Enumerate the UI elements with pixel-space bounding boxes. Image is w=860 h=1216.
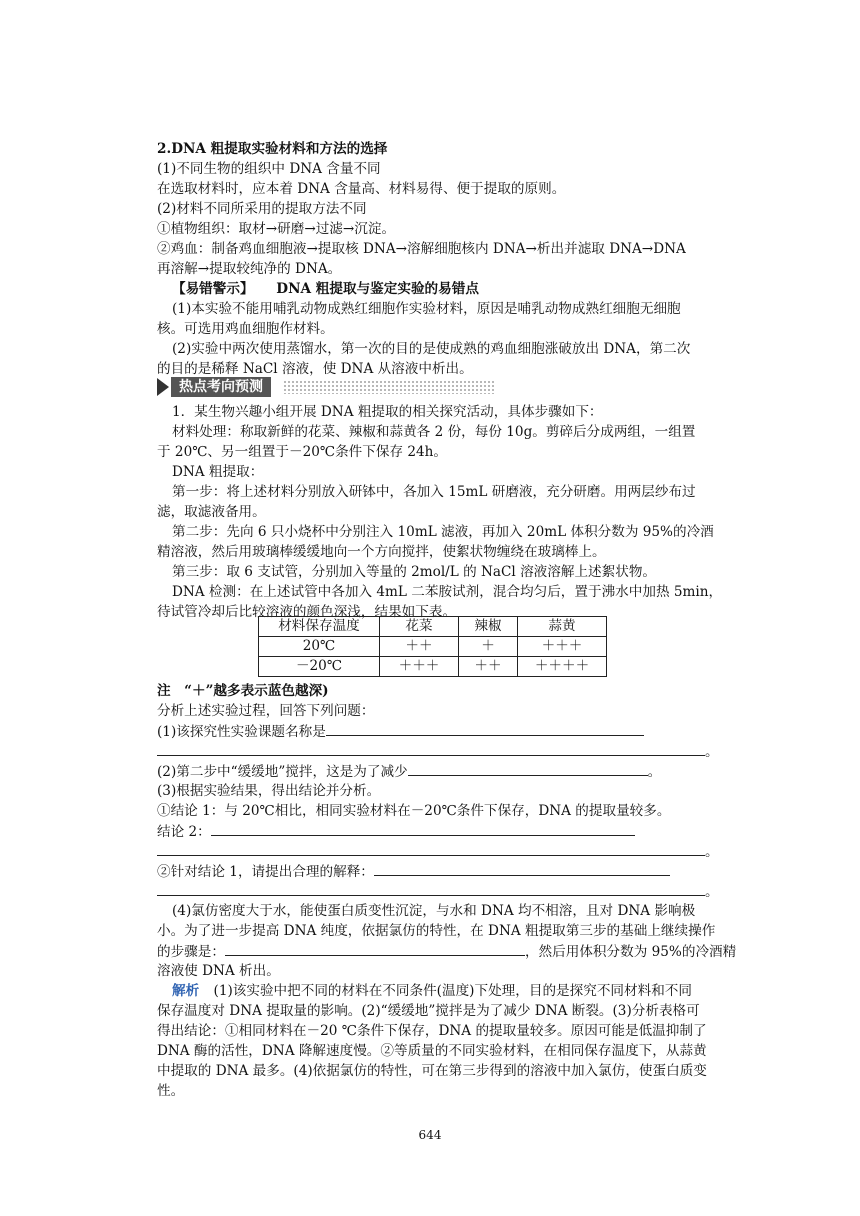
period: 。: [705, 884, 719, 900]
section-title: 2.DNA 粗提取实验材料和方法的选择: [157, 141, 388, 157]
question-3: (3)根据实验结果，得出结论并分析。: [157, 783, 381, 799]
paragraph: 再溶解→提取较纯净的 DNA。: [157, 261, 342, 277]
answer-text: 得出结论：①相同材料在－20 ℃条件下保存，DNA 的提取量较多。原因可能是低温抑制了: [157, 1023, 707, 1039]
explanation-prompt: [157, 861, 670, 882]
paragraph: DNA 检测：在上述试管中各加入 4mL 二苯胺试剂，混合均匀后，置于沸水中加热 5min，: [172, 584, 723, 600]
paragraph: 待试管冷却后比较溶液的颜色深浅，结果如下表。: [157, 604, 457, 620]
paragraph: (2)材料不同所采用的提取方法不同: [157, 201, 367, 217]
table-header-row: [259, 617, 607, 637]
answer-text: 性。: [157, 1083, 185, 1099]
table-cell: ＋＋＋＋: [518, 657, 607, 677]
answer-text: 中提取的 DNA 最多。(4)依据氯仿的特性，可在第三步得到的溶液中加入氯仿，使蛋白质变: [157, 1063, 707, 1079]
paragraph: 核。可选用鸡血细胞作材料。: [157, 321, 334, 337]
answer-blank[interactable]: [408, 761, 648, 776]
answer-first-line: [172, 981, 692, 1001]
answer-blank[interactable]: [211, 821, 635, 836]
period: 。: [705, 744, 719, 760]
question-2: [157, 761, 661, 782]
table-cell: ＋: [459, 637, 518, 657]
conclusion-2: [157, 821, 635, 842]
question-stem: 1．某生物兴趣小组开展 DNA 粗提取的相关探究活动，具体步骤如下：: [172, 404, 603, 420]
period: 。: [705, 844, 719, 860]
dotted-rule: [283, 380, 495, 394]
paragraph: (2)实验中两次使用蒸馏水，第一次的目的是使成熟的鸡血细胞涨破放出 DNA，第二次: [172, 341, 691, 357]
paragraph: 在选取材料时，应本着 DNA 含量高、材料易得、便于提取的原则。: [157, 181, 566, 197]
answer-line: [157, 741, 719, 762]
question-4-step: [157, 941, 736, 962]
conclusion-1: ①结论 1：与 20℃相比，相同实验材料在－20℃条件下保存，DNA 的提取量较多。: [157, 803, 671, 819]
table-header-cell: 材料保存温度: [259, 617, 380, 637]
answer-label: 解析: [172, 983, 200, 999]
table-cell: ＋＋: [380, 637, 459, 657]
paragraph: 第一步：将上述材料分别放入研钵中，各加入 15mL 研磨液，充分研磨。用两层纱布过: [172, 484, 696, 500]
hot-topic-label: 热点考向预测: [171, 377, 271, 397]
answer-text: 保存温度对 DNA 提取量的影响。(2)“缓缓地”搅拌是为了减少 DNA 断裂。(3)分析表格可: [157, 1003, 700, 1019]
table-cell: 20℃: [259, 637, 380, 657]
paragraph: (1)本实验不能用哺乳动物成熟红细胞作实验材料，原因是哺乳动物成熟红细胞无细胞: [172, 301, 681, 317]
question-text: (1)该探究性实验课题名称是: [157, 724, 326, 740]
paragraph: 小。为了进一步提高 DNA 纯度，依据氯仿的特性，在 DNA 粗提取第三步的基础上继续操作: [157, 923, 716, 939]
table-cell: ＋＋: [459, 657, 518, 677]
paragraph: ②鸡血：制备鸡血细胞液→提取核 DNA→溶解细胞核内 DNA→析出并滤取 DNA→DNA: [157, 241, 686, 257]
paragraph: 于 20℃、另一组置于－20℃条件下保存 24h。: [157, 444, 448, 460]
paragraph: ①植物组织：取材→研磨→过滤→沉淀。: [157, 221, 396, 237]
paragraph: 第二步：先向 6 只小烧杯中分别注入 10mL 滤液，再加入 20mL 体积分数为 95%的冷酒: [172, 524, 714, 540]
answer-blank[interactable]: [326, 721, 644, 736]
answer-blank[interactable]: [157, 841, 705, 856]
answer-text: (1)该实验中把不同的材料在不同条件(温度)下处理，目的是探究不同材料和不同: [213, 983, 692, 999]
table-cell: －20℃: [259, 657, 380, 677]
warning-label: 【易错警示】: [172, 281, 254, 297]
answer-blank[interactable]: [157, 741, 705, 756]
paragraph: (1)不同生物的组织中 DNA 含量不同: [157, 161, 381, 177]
question-text: 的步骤是：: [157, 944, 225, 960]
hot-topic-header: [157, 377, 502, 397]
warning-heading: [172, 279, 479, 299]
period: 。: [647, 764, 662, 780]
paragraph: 分析上述实验过程，回答下列问题：: [157, 703, 375, 719]
results-table: [258, 616, 607, 677]
paragraph: 第三步：取 6 支试管，分别加入等量的 2mol/L 的 NaCl 溶液溶解上述絮状物。: [172, 564, 657, 580]
answer-line: [157, 881, 719, 902]
paragraph: DNA 粗提取：: [172, 464, 264, 480]
paragraph: 溶液使 DNA 析出。: [157, 963, 280, 979]
table-cell: ＋＋＋: [518, 637, 607, 657]
table-row: [259, 637, 607, 657]
table-header-cell: 辣椒: [459, 617, 518, 637]
table-header-cell: 花菜: [380, 617, 459, 637]
question-4: (4)氯仿密度大于水，能使蛋白质变性沉淀，与水和 DNA 均不相溶，且对 DNA 影响极: [172, 903, 696, 919]
answer-blank[interactable]: [157, 881, 705, 896]
warning-title: DNA 粗提取与鉴定实验的易错点: [276, 281, 479, 297]
answer-line: [157, 841, 719, 862]
question-1: [157, 721, 644, 742]
question-text: 结论 2：: [157, 824, 211, 840]
answer-text: DNA 酶的活性，DNA 降解速度慢。②等质量的不同实验材料，在相同保存温度下，从蒜黄: [157, 1043, 707, 1059]
answer-blank[interactable]: [225, 941, 525, 956]
paragraph: 材料处理：称取新鲜的花菜、辣椒和蒜黄各 2 份，每份 10g。剪碎后分成两组，一组置: [172, 424, 696, 440]
page-number: 644: [418, 1128, 442, 1142]
paragraph: 滤，取滤液备用。: [157, 504, 266, 520]
answer-blank[interactable]: [374, 861, 670, 876]
question-text: ，然后用体积分数为 95%的冷酒精: [524, 944, 737, 960]
question-text: (2)第二步中“缓缓地”搅拌，这是为了减少: [157, 764, 408, 780]
table-header-cell: 蒜黄: [518, 617, 607, 637]
arrow-icon: [157, 378, 169, 396]
table-note: 注 “＋”越多表示蓝色越深): [157, 683, 329, 699]
table-cell: ＋＋＋: [380, 657, 459, 677]
paragraph: 的目的是稀释 NaCl 溶液，使 DNA 从溶液中析出。: [157, 361, 473, 377]
paragraph: 精溶液，然后用玻璃棒缓缓地向一个方向搅拌，使絮状物缠绕在玻璃棒上。: [157, 544, 606, 560]
table-row: [259, 657, 607, 677]
question-text: ②针对结论 1，请提出合理的解释：: [157, 864, 374, 880]
